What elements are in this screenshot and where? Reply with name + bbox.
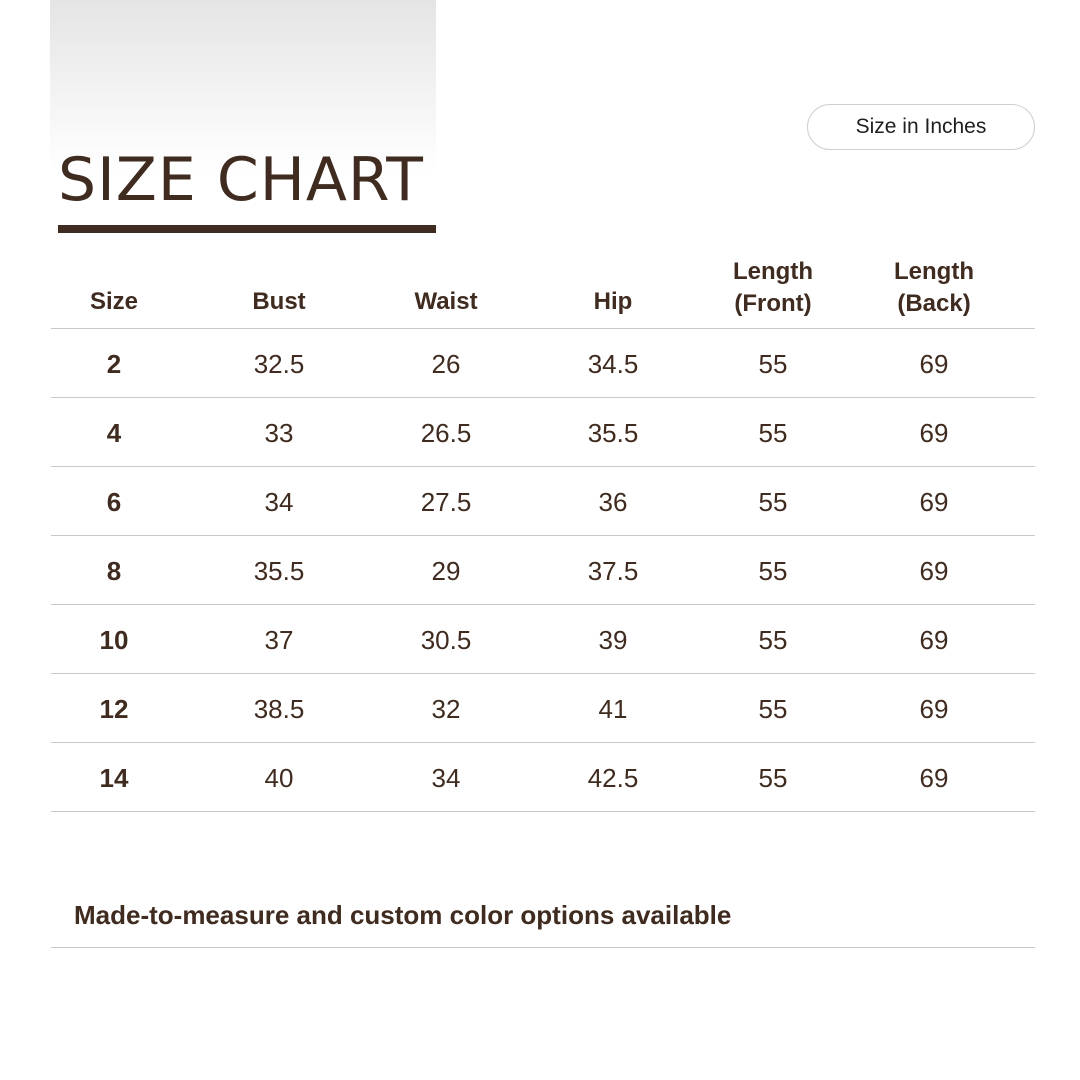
cell-length-back: 69	[919, 625, 949, 655]
cell-length-back: 69	[919, 487, 949, 517]
table-row	[51, 398, 1035, 467]
footer-divider	[51, 947, 1035, 948]
cell-hip: 36	[598, 487, 628, 517]
cell-length-back: 69	[919, 763, 949, 793]
column-header-size	[90, 286, 138, 318]
column-header-bust	[252, 286, 305, 318]
cell-size: 12	[99, 694, 129, 724]
cell-bust: 34	[264, 487, 294, 517]
column-header-line: Hip	[593, 288, 633, 315]
cell-waist: 26.5	[420, 418, 472, 448]
column-header-length-front	[733, 256, 813, 320]
size-unit-badge: Size in Inches	[807, 104, 1035, 150]
cell-waist: 30.5	[420, 625, 472, 655]
table-row	[51, 743, 1035, 812]
table-body	[51, 329, 1035, 812]
cell-hip: 35.5	[587, 418, 639, 448]
cell-length-back: 69	[919, 694, 949, 724]
page-title: SIZE CHART	[58, 145, 424, 215]
cell-waist: 26	[431, 349, 461, 379]
cell-size: 4	[106, 418, 122, 448]
table-row	[51, 536, 1035, 605]
column-header-line: Bust	[252, 288, 306, 315]
cell-bust: 38.5	[253, 694, 305, 724]
column-header-line: (Front)	[734, 290, 812, 317]
cell-hip: 41	[598, 694, 628, 724]
column-header-line: Length	[894, 258, 974, 285]
cell-bust: 32.5	[253, 349, 305, 379]
cell-length-front: 55	[758, 487, 788, 517]
column-header-line: Length	[733, 258, 813, 285]
cell-waist: 27.5	[420, 487, 472, 517]
cell-bust: 40	[264, 763, 294, 793]
table-row	[51, 329, 1035, 398]
column-header-length-back	[894, 256, 974, 320]
cell-hip: 37.5	[587, 556, 639, 586]
cell-size: 10	[99, 625, 129, 655]
column-header-hip	[594, 286, 633, 318]
cell-length-front: 55	[758, 694, 788, 724]
title-underline	[58, 225, 436, 233]
cell-length-back: 69	[919, 556, 949, 586]
cell-waist: 29	[431, 556, 461, 586]
cell-hip: 39	[598, 625, 628, 655]
table-row	[51, 674, 1035, 743]
cell-length-front: 55	[758, 556, 788, 586]
cell-length-front: 55	[758, 763, 788, 793]
cell-length-back: 69	[919, 349, 949, 379]
cell-hip: 34.5	[587, 349, 639, 379]
cell-length-front: 55	[758, 625, 788, 655]
column-header-line: (Back)	[897, 290, 971, 317]
cell-waist: 32	[431, 694, 461, 724]
cell-bust: 33	[264, 418, 294, 448]
cell-size: 14	[99, 763, 129, 793]
cell-length-front: 55	[758, 349, 788, 379]
size-table	[51, 248, 1035, 812]
table-row	[51, 605, 1035, 674]
table-row	[51, 467, 1035, 536]
cell-waist: 34	[431, 763, 461, 793]
cell-size: 6	[106, 487, 122, 517]
column-header-line: Size	[89, 288, 139, 315]
cell-hip: 42.5	[587, 763, 639, 793]
cell-size: 2	[106, 349, 122, 379]
cell-length-back: 69	[919, 418, 949, 448]
cell-bust: 35.5	[253, 556, 305, 586]
cell-size: 8	[106, 556, 122, 586]
cell-length-front: 55	[758, 418, 788, 448]
table-header-row	[51, 248, 1035, 329]
column-header-line: Waist	[414, 288, 478, 315]
column-header-waist	[414, 286, 477, 318]
custom-options-note: Made-to-measure and custom color options available	[74, 900, 732, 930]
cell-bust: 37	[264, 625, 294, 655]
